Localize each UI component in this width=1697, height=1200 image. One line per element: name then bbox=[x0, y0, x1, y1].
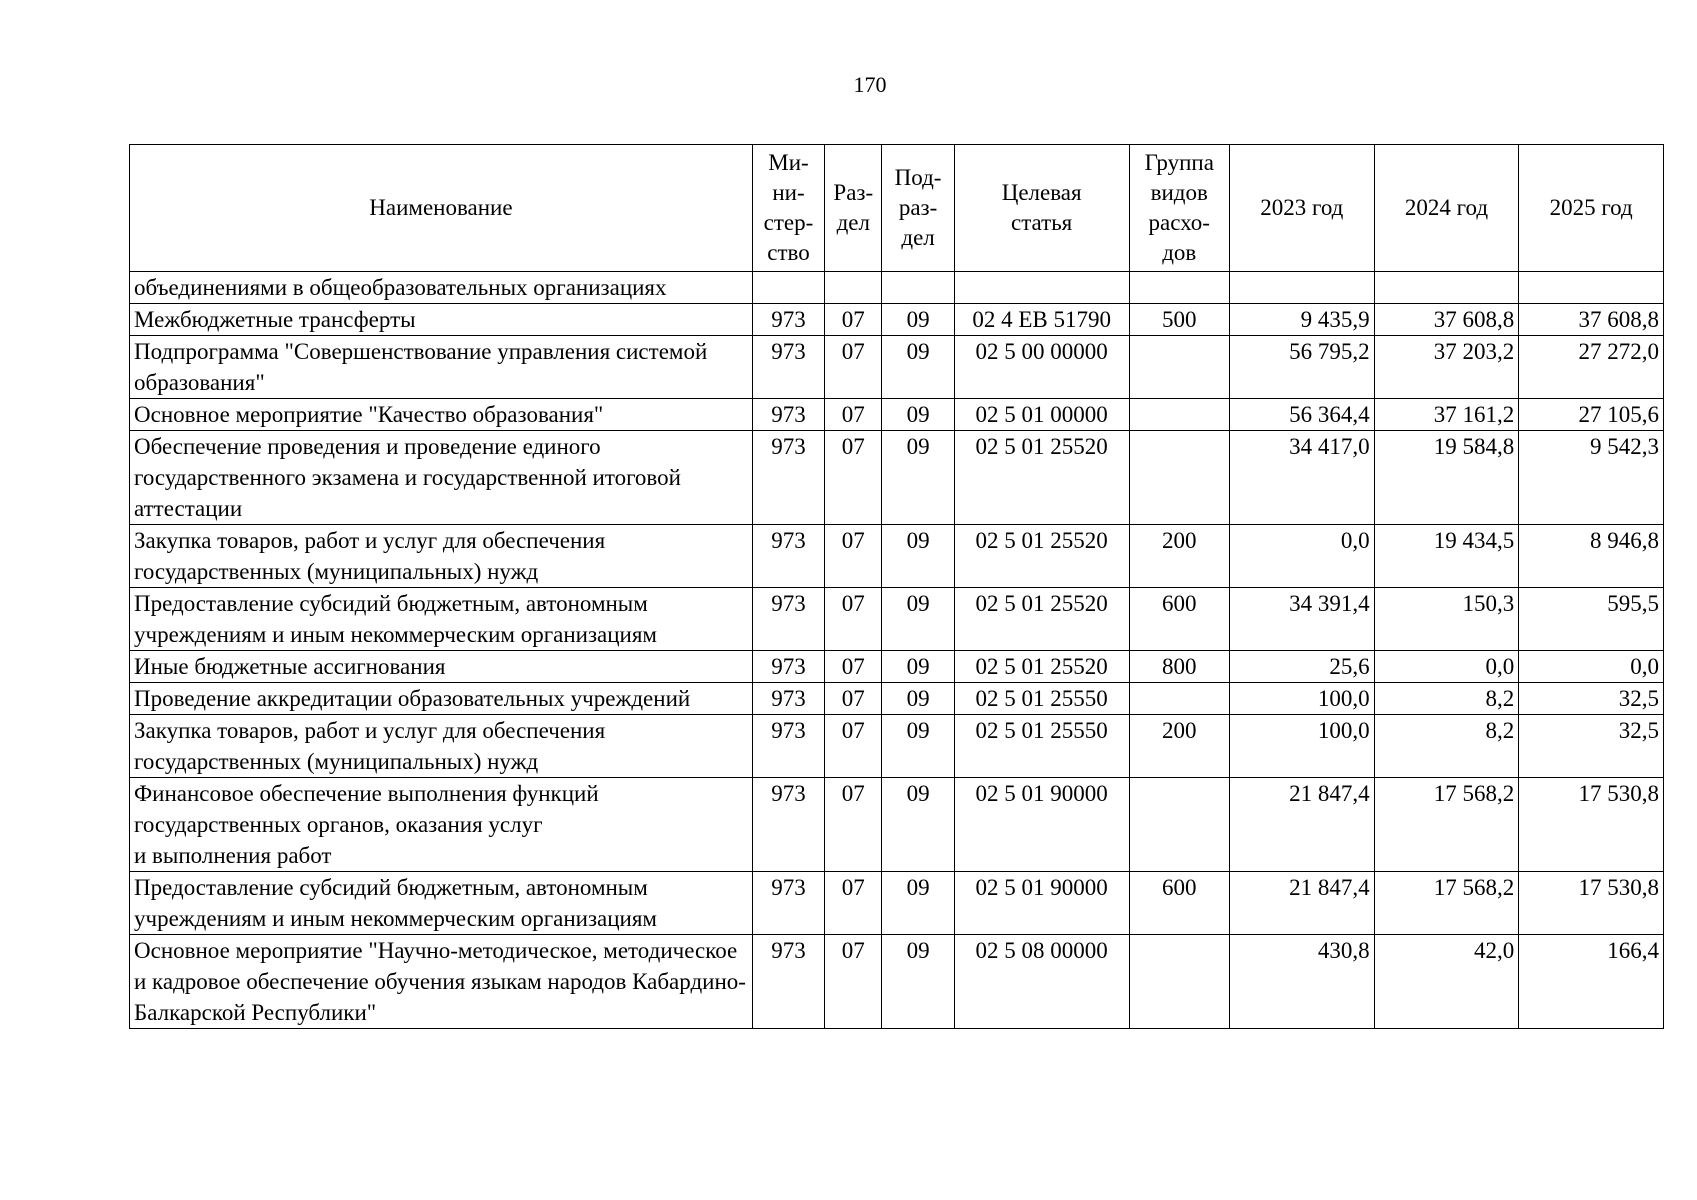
cell-2024: 37 608,8 bbox=[1374, 304, 1519, 336]
cell-2024: 8,2 bbox=[1374, 715, 1519, 778]
table-row bbox=[130, 683, 1664, 715]
header-target: Целевая статья bbox=[954, 145, 1129, 272]
cell-subsection: 09 bbox=[882, 935, 954, 1029]
cell-group bbox=[1129, 778, 1229, 872]
cell-2025: 8 946,8 bbox=[1519, 525, 1664, 588]
header-2025: 2025 год bbox=[1519, 145, 1664, 272]
cell-2023: 56 795,2 bbox=[1229, 336, 1374, 399]
cell-2023: 0,0 bbox=[1229, 525, 1374, 588]
cell-2024 bbox=[1374, 272, 1519, 304]
cell-2025: 17 530,8 bbox=[1519, 872, 1664, 935]
cell-2024: 0,0 bbox=[1374, 651, 1519, 683]
cell-section: 07 bbox=[825, 935, 882, 1029]
header-subsection: Под- раз- дел bbox=[882, 145, 954, 272]
cell-ministry: 973 bbox=[752, 431, 824, 525]
table-body bbox=[130, 272, 1664, 1029]
cell-section bbox=[825, 272, 882, 304]
cell-target bbox=[954, 272, 1129, 304]
cell-ministry: 973 bbox=[752, 399, 824, 431]
cell-target: 02 5 01 25520 bbox=[954, 525, 1129, 588]
header-group: Группа видов расхо- дов bbox=[1129, 145, 1229, 272]
cell-2025: 27 272,0 bbox=[1519, 336, 1664, 399]
table-row bbox=[130, 778, 1664, 872]
cell-group bbox=[1129, 935, 1229, 1029]
table-row bbox=[130, 304, 1664, 336]
table-row bbox=[130, 715, 1664, 778]
cell-2023: 21 847,4 bbox=[1229, 778, 1374, 872]
cell-2025: 37 608,8 bbox=[1519, 304, 1664, 336]
cell-target: 02 5 01 25550 bbox=[954, 683, 1129, 715]
cell-section: 07 bbox=[825, 778, 882, 872]
cell-ministry bbox=[752, 272, 824, 304]
cell-subsection: 09 bbox=[882, 525, 954, 588]
cell-ministry: 973 bbox=[752, 778, 824, 872]
cell-subsection: 09 bbox=[882, 431, 954, 525]
cell-2024: 37 203,2 bbox=[1374, 336, 1519, 399]
cell-ministry: 973 bbox=[752, 651, 824, 683]
cell-target: 02 5 01 25550 bbox=[954, 715, 1129, 778]
cell-ministry: 973 bbox=[752, 525, 824, 588]
cell-2024: 8,2 bbox=[1374, 683, 1519, 715]
cell-subsection: 09 bbox=[882, 715, 954, 778]
table-row bbox=[130, 872, 1664, 935]
cell-target: 02 5 01 25520 bbox=[954, 588, 1129, 651]
page-number: 170 bbox=[853, 72, 887, 97]
cell-subsection: 09 bbox=[882, 778, 954, 872]
cell-ministry: 973 bbox=[752, 336, 824, 399]
cell-2023: 34 391,4 bbox=[1229, 588, 1374, 651]
cell-2024: 19 434,5 bbox=[1374, 525, 1519, 588]
cell-ministry: 973 bbox=[752, 304, 824, 336]
cell-subsection: 09 bbox=[882, 336, 954, 399]
table-row bbox=[130, 336, 1664, 399]
table-row bbox=[130, 651, 1664, 683]
cell-subsection: 09 bbox=[882, 651, 954, 683]
cell-2023: 56 364,4 bbox=[1229, 399, 1374, 431]
cell-target: 02 5 01 25520 bbox=[954, 651, 1129, 683]
table-header-row bbox=[130, 145, 1664, 272]
cell-2025: 0,0 bbox=[1519, 651, 1664, 683]
cell-group: 800 bbox=[1129, 651, 1229, 683]
cell-target: 02 5 01 90000 bbox=[954, 872, 1129, 935]
cell-2025: 17 530,8 bbox=[1519, 778, 1664, 872]
cell-2025: 595,5 bbox=[1519, 588, 1664, 651]
cell-name: Основное мероприятие "Качество образования" bbox=[130, 399, 753, 431]
cell-name: Закупка товаров, работ и услуг для обеспечения государственных (муниципальных) нужд bbox=[130, 715, 753, 778]
cell-group bbox=[1129, 272, 1229, 304]
cell-group: 500 bbox=[1129, 304, 1229, 336]
header-2023: 2023 год bbox=[1229, 145, 1374, 272]
table-row bbox=[130, 525, 1664, 588]
cell-2025: 166,4 bbox=[1519, 935, 1664, 1029]
cell-group: 200 bbox=[1129, 715, 1229, 778]
cell-2023 bbox=[1229, 272, 1374, 304]
cell-2024: 150,3 bbox=[1374, 588, 1519, 651]
cell-2023: 9 435,9 bbox=[1229, 304, 1374, 336]
cell-name: Финансовое обеспечение выполнения функций государственных органов, оказания услуг и выполнения работ bbox=[130, 778, 753, 872]
cell-2025: 27 105,6 bbox=[1519, 399, 1664, 431]
table-row bbox=[130, 272, 1664, 304]
cell-name: Межбюджетные трансферты bbox=[130, 304, 753, 336]
cell-2024: 37 161,2 bbox=[1374, 399, 1519, 431]
cell-group bbox=[1129, 336, 1229, 399]
cell-name: Основное мероприятие "Научно-методическое, методическое и кадровое обеспечение обучения языкам народов Кабардино-Балкарской Республики" bbox=[130, 935, 753, 1029]
cell-2023: 25,6 bbox=[1229, 651, 1374, 683]
cell-section: 07 bbox=[825, 525, 882, 588]
cell-name: объединениями в общеобразовательных организациях bbox=[130, 272, 753, 304]
cell-2024: 19 584,8 bbox=[1374, 431, 1519, 525]
table-row bbox=[130, 935, 1664, 1029]
cell-subsection: 09 bbox=[882, 304, 954, 336]
cell-name: Иные бюджетные ассигнования bbox=[130, 651, 753, 683]
cell-section: 07 bbox=[825, 399, 882, 431]
cell-subsection bbox=[882, 272, 954, 304]
cell-2024: 17 568,2 bbox=[1374, 872, 1519, 935]
cell-2024: 17 568,2 bbox=[1374, 778, 1519, 872]
cell-2025: 9 542,3 bbox=[1519, 431, 1664, 525]
cell-section: 07 bbox=[825, 872, 882, 935]
cell-target: 02 4 ЕВ 51790 bbox=[954, 304, 1129, 336]
cell-subsection: 09 bbox=[882, 588, 954, 651]
cell-target: 02 5 00 00000 bbox=[954, 336, 1129, 399]
cell-subsection: 09 bbox=[882, 872, 954, 935]
header-ministry: Ми- ни- стер- ство bbox=[752, 145, 824, 272]
header-section: Раз- дел bbox=[825, 145, 882, 272]
cell-group bbox=[1129, 431, 1229, 525]
budget-table bbox=[129, 144, 1664, 1029]
cell-2023: 34 417,0 bbox=[1229, 431, 1374, 525]
cell-name: Обеспечение проведения и проведение единого государственного экзамена и государственной итоговой аттестации bbox=[130, 431, 753, 525]
cell-subsection: 09 bbox=[882, 683, 954, 715]
cell-group bbox=[1129, 399, 1229, 431]
cell-name: Подпрограмма "Совершенствование управления системой образования" bbox=[130, 336, 753, 399]
cell-group bbox=[1129, 683, 1229, 715]
cell-2023: 100,0 bbox=[1229, 715, 1374, 778]
table-row bbox=[130, 399, 1664, 431]
cell-subsection: 09 bbox=[882, 399, 954, 431]
cell-2024: 42,0 bbox=[1374, 935, 1519, 1029]
table-row bbox=[130, 431, 1664, 525]
cell-section: 07 bbox=[825, 588, 882, 651]
cell-name: Предоставление субсидий бюджетным, автономным учреждениям и иным некоммерческим организациям bbox=[130, 588, 753, 651]
header-2024: 2024 год bbox=[1374, 145, 1519, 272]
cell-2025: 32,5 bbox=[1519, 715, 1664, 778]
cell-ministry: 973 bbox=[752, 588, 824, 651]
cell-ministry: 973 bbox=[752, 683, 824, 715]
cell-name: Проведение аккредитации образовательных учреждений bbox=[130, 683, 753, 715]
cell-group: 600 bbox=[1129, 872, 1229, 935]
table-row bbox=[130, 588, 1664, 651]
cell-2025 bbox=[1519, 272, 1664, 304]
header-name: Наименование bbox=[130, 145, 753, 272]
cell-ministry: 973 bbox=[752, 872, 824, 935]
cell-group: 200 bbox=[1129, 525, 1229, 588]
cell-target: 02 5 01 25520 bbox=[954, 431, 1129, 525]
cell-2023: 430,8 bbox=[1229, 935, 1374, 1029]
cell-section: 07 bbox=[825, 715, 882, 778]
cell-name: Предоставление субсидий бюджетным, автономным учреждениям и иным некоммерческим организациям bbox=[130, 872, 753, 935]
cell-section: 07 bbox=[825, 431, 882, 525]
cell-target: 02 5 08 00000 bbox=[954, 935, 1129, 1029]
cell-target: 02 5 01 90000 bbox=[954, 778, 1129, 872]
cell-section: 07 bbox=[825, 304, 882, 336]
cell-2023: 21 847,4 bbox=[1229, 872, 1374, 935]
cell-section: 07 bbox=[825, 336, 882, 399]
cell-section: 07 bbox=[825, 651, 882, 683]
cell-ministry: 973 bbox=[752, 715, 824, 778]
cell-section: 07 bbox=[825, 683, 882, 715]
cell-group: 600 bbox=[1129, 588, 1229, 651]
cell-name: Закупка товаров, работ и услуг для обеспечения государственных (муниципальных) нужд bbox=[130, 525, 753, 588]
cell-2025: 32,5 bbox=[1519, 683, 1664, 715]
cell-ministry: 973 bbox=[752, 935, 824, 1029]
cell-target: 02 5 01 00000 bbox=[954, 399, 1129, 431]
cell-2023: 100,0 bbox=[1229, 683, 1374, 715]
